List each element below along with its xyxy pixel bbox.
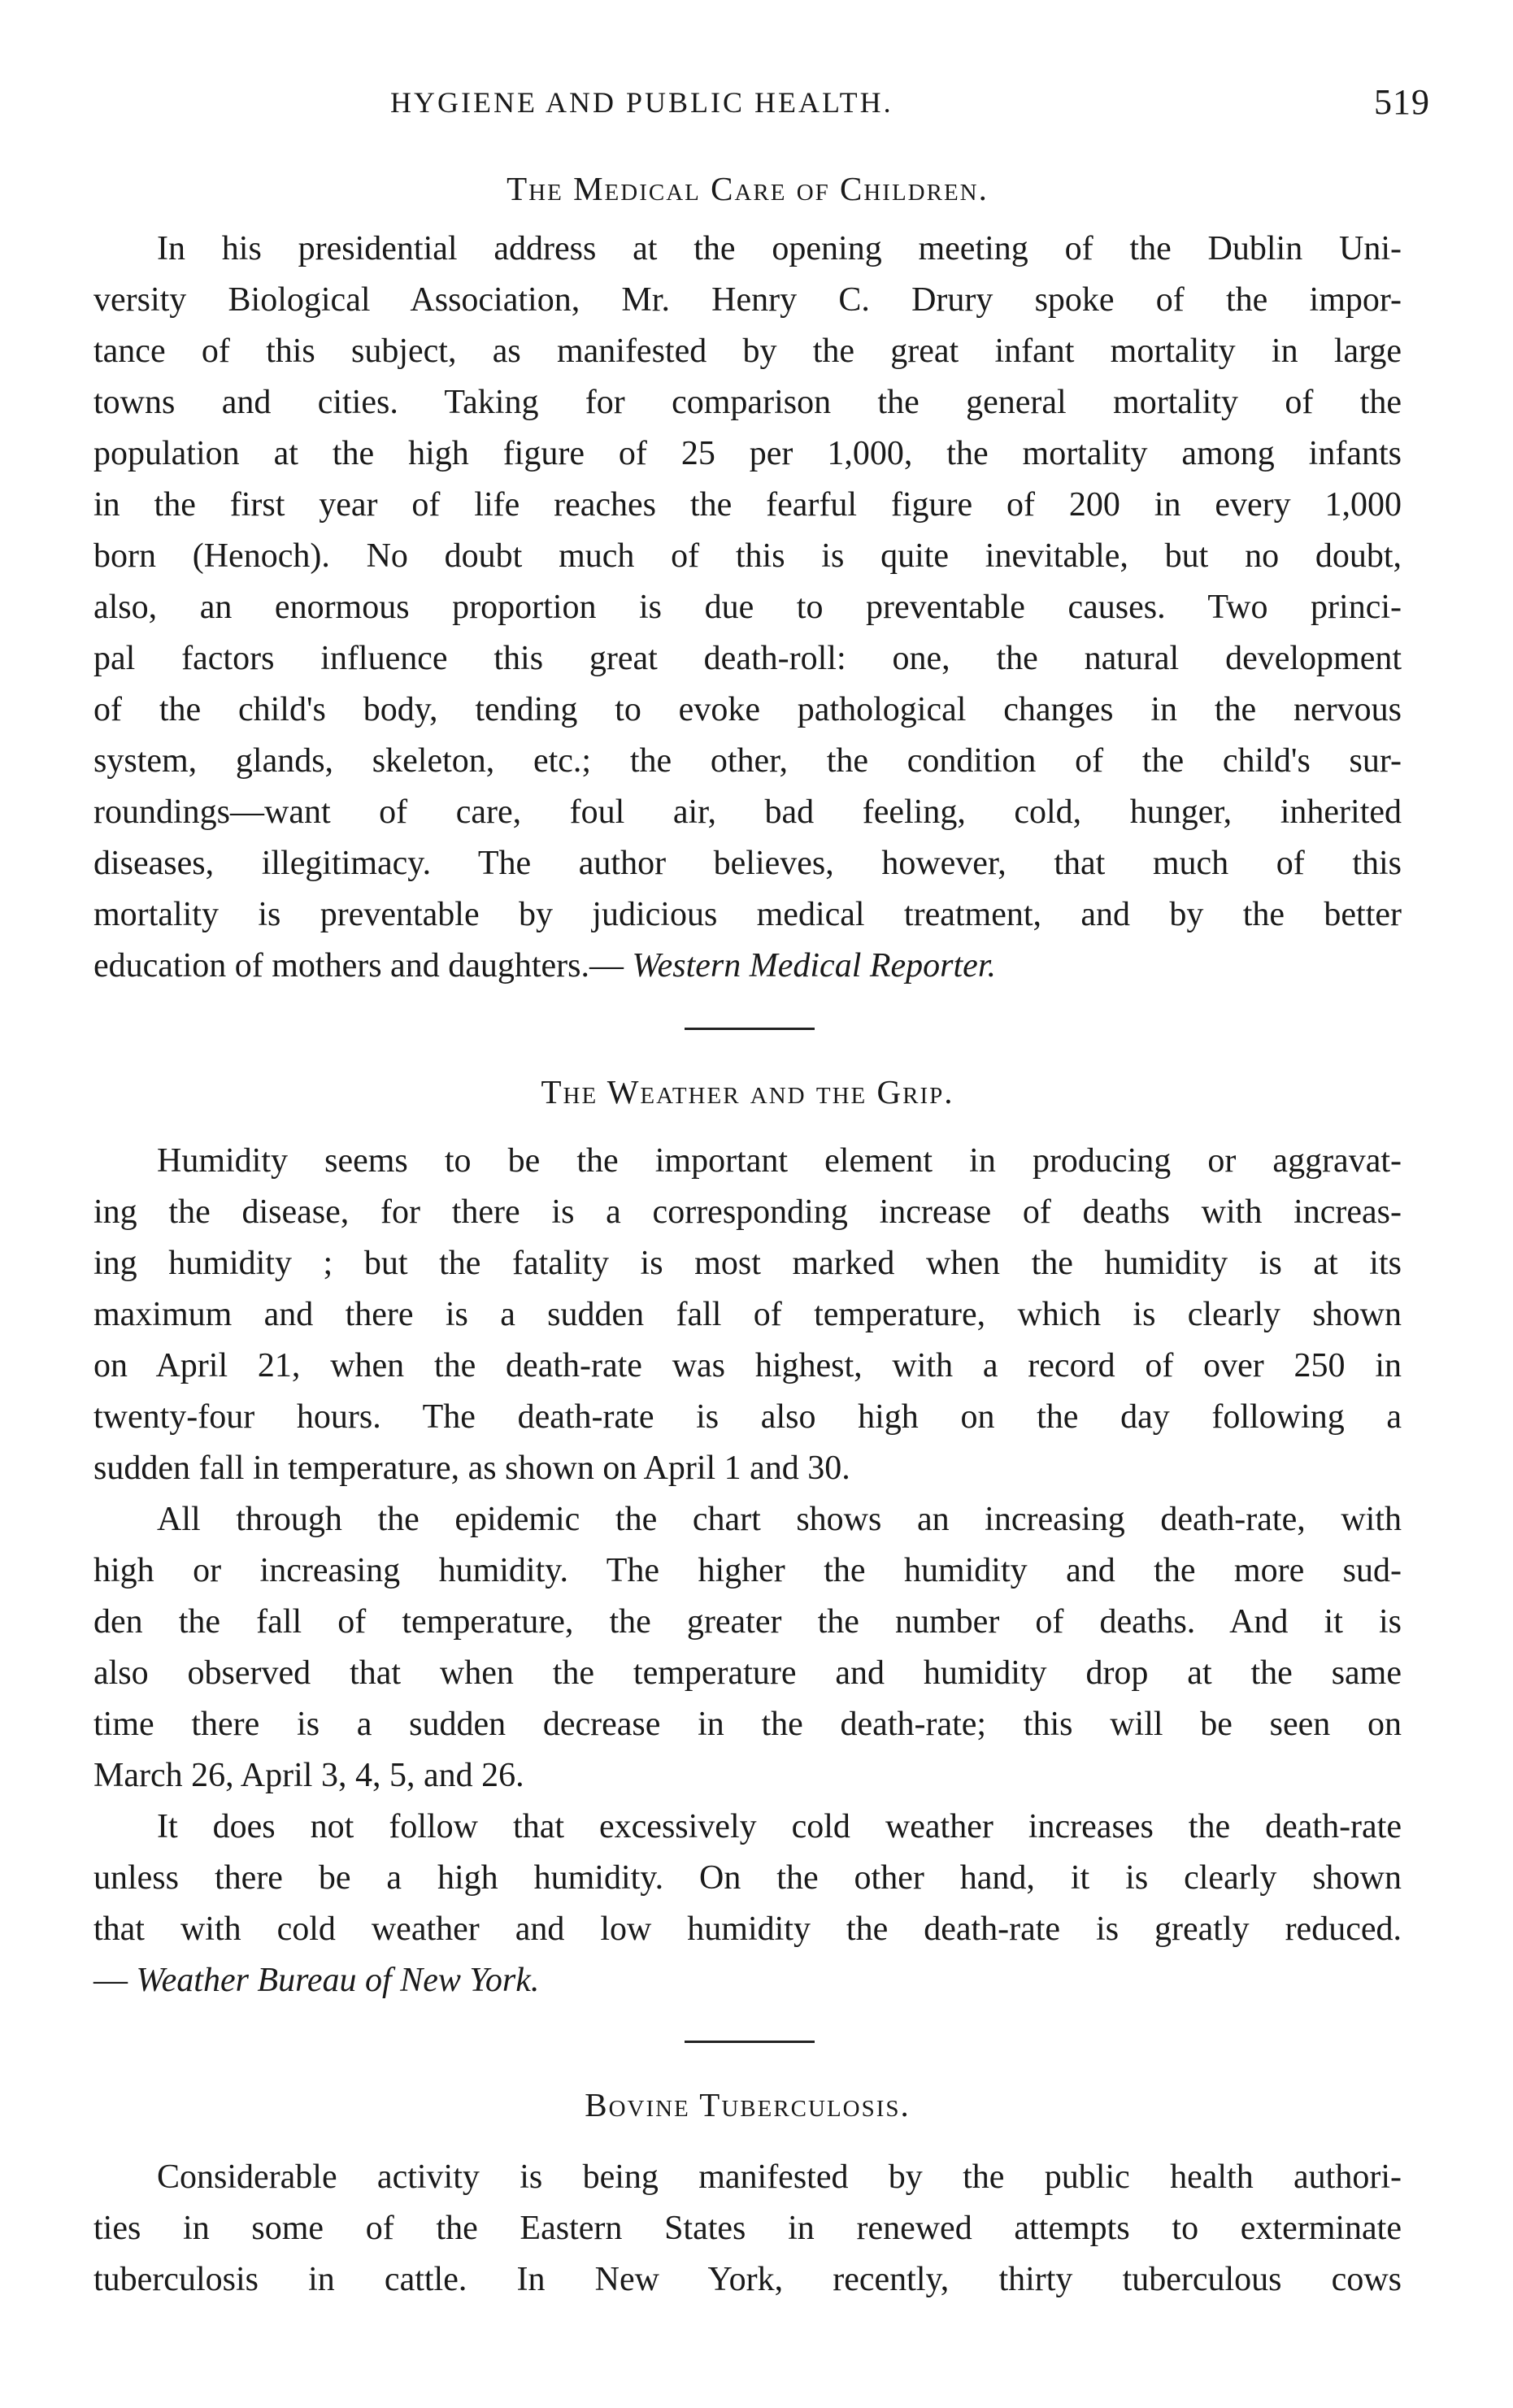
text-line (93, 1853, 1402, 1904)
line-text: ing the disease, for there is a corresponding increase of deaths with increas- (93, 1193, 1402, 1231)
section-divider (685, 2041, 815, 2043)
text-line (93, 1699, 1402, 1750)
line-text: twenty-four hours. The death-rate is also high on the day following a (93, 1398, 1402, 1436)
line-text: ing humidity ; but the fatality is most marked when the humidity is at its (93, 1245, 1402, 1282)
text-line (93, 1238, 1402, 1289)
article-title-weather-grip: The Weather and the Grip. (541, 1073, 954, 1111)
line-text: in the first year of life reaches the fearful figure of 200 in every 1,000 (93, 486, 1402, 524)
text-line (93, 480, 1402, 531)
text-line (93, 1955, 1402, 2006)
text-line (93, 685, 1402, 736)
text-line (93, 1289, 1402, 1341)
article-title-medical-care: The Medical Care of Children. (507, 170, 989, 207)
text-line (93, 2152, 1402, 2203)
running-head: HYGIENE AND PUBLIC HEALTH. (390, 86, 893, 119)
text-line (93, 736, 1402, 787)
text-line (93, 1187, 1402, 1238)
line-text: March 26, April 3, 4, 5, and 26. (93, 1757, 524, 1794)
text-line (93, 428, 1402, 480)
line-text: tance of this subject, as manifested by the great infant mortality in large (93, 333, 1402, 370)
article-body-bovine-tuberculosis (93, 2152, 1402, 2306)
line-text: time there is a sudden decrease in the death-rate; this will be seen on (93, 1706, 1402, 1743)
line-text: Considerable activity is being manifested by the public health authori- (157, 2158, 1402, 2196)
line-text: mortality is preventable by judicious medical treatment, and by the better (93, 896, 1402, 933)
text-line (93, 633, 1402, 685)
line-text: ties in some of the Eastern States in renewed attempts to exterminate (93, 2210, 1402, 2247)
line-text: that with cold weather and low humidity the death-rate is greatly reduced. (93, 1910, 1402, 1948)
line-text: system, glands, skeleton, etc.; the other, the condition of the child's sur- (93, 742, 1402, 780)
article-title-bovine-tuberculosis: Bovine Tuberculosis. (585, 2086, 911, 2123)
text-line (93, 1904, 1402, 1955)
text-line (93, 838, 1402, 889)
text-line (93, 326, 1402, 377)
line-text: — (93, 1962, 128, 1999)
text-line (93, 2203, 1402, 2254)
line-text: maximum and there is a sudden fall of temperature, which is clearly shown (93, 1296, 1402, 1333)
text-line (93, 1494, 1402, 1545)
text-line (93, 1545, 1402, 1597)
line-text: of the child's body, tending to evoke pathological changes in the nervous (93, 691, 1402, 728)
line-text: It does not follow that excessively cold weather increases the death-rate (157, 1808, 1402, 1845)
text-line (93, 889, 1402, 941)
text-line (93, 224, 1402, 275)
text-line (93, 1750, 1402, 1802)
text-line (93, 1341, 1402, 1392)
text-line (93, 582, 1402, 633)
line-text: population at the high figure of 25 per 1,000, the mortality among infants (93, 435, 1402, 472)
text-line (93, 1802, 1402, 1853)
line-text: tuberculosis in cattle. In New York, recently, thirty tuberculous cows (93, 2261, 1402, 2298)
line-text: versity Biological Association, Mr. Henry C. Drury spoke of the impor- (93, 281, 1402, 319)
text-line (93, 941, 1402, 992)
text-line (93, 1392, 1402, 1443)
line-text: high or increasing humidity. The higher the humidity and the more sud- (93, 1552, 1402, 1589)
text-line (93, 1443, 1402, 1494)
line-text: education of mothers and daughters.— (93, 947, 624, 984)
line-text: den the fall of temperature, the greater the number of deaths. And it is (93, 1603, 1402, 1641)
section-divider (685, 1028, 815, 1030)
line-text: In his presidential address at the opening meeting of the Dublin Uni- (157, 230, 1402, 267)
source-citation: Weather Bureau of New York. (128, 1962, 540, 1999)
line-text: unless there be a high humidity. On the other hand, it is clearly shown (93, 1859, 1402, 1897)
line-text: Humidity seems to be the important element in producing or aggravat- (157, 1142, 1402, 1180)
line-text: diseases, illegitimacy. The author believes, however, that much of this (93, 845, 1402, 882)
text-line (93, 377, 1402, 428)
line-text: towns and cities. Taking for comparison the general mortality of the (93, 384, 1402, 421)
line-text: roundings—want of care, foul air, bad feeling, cold, hunger, inherited (93, 793, 1402, 831)
text-line (93, 1648, 1402, 1699)
text-line (93, 275, 1402, 326)
text-line (93, 1136, 1402, 1187)
line-text: sudden fall in temperature, as shown on April 1 and 30. (93, 1450, 850, 1487)
line-text: born (Henoch). No doubt much of this is quite inevitable, but no doubt, (93, 537, 1402, 575)
text-line (93, 787, 1402, 838)
text-line (93, 531, 1402, 582)
page-number: 519 (1374, 82, 1430, 122)
line-text: All through the epidemic the chart shows an increasing death-rate, with (157, 1501, 1402, 1538)
text-line (93, 1597, 1402, 1648)
line-text: on April 21, when the death-rate was highest, with a record of over 250 in (93, 1347, 1402, 1384)
line-text: also, an enormous proportion is due to preventable causes. Two princi- (93, 589, 1402, 626)
article-body-weather-grip (93, 1136, 1402, 2006)
text-line (93, 2254, 1402, 2306)
source-citation: Western Medical Reporter. (623, 947, 997, 984)
line-text: also observed that when the temperature and humidity drop at the same (93, 1654, 1402, 1692)
article-body-medical-care (93, 224, 1402, 992)
line-text: pal factors influence this great death-roll: one, the natural development (93, 640, 1402, 677)
